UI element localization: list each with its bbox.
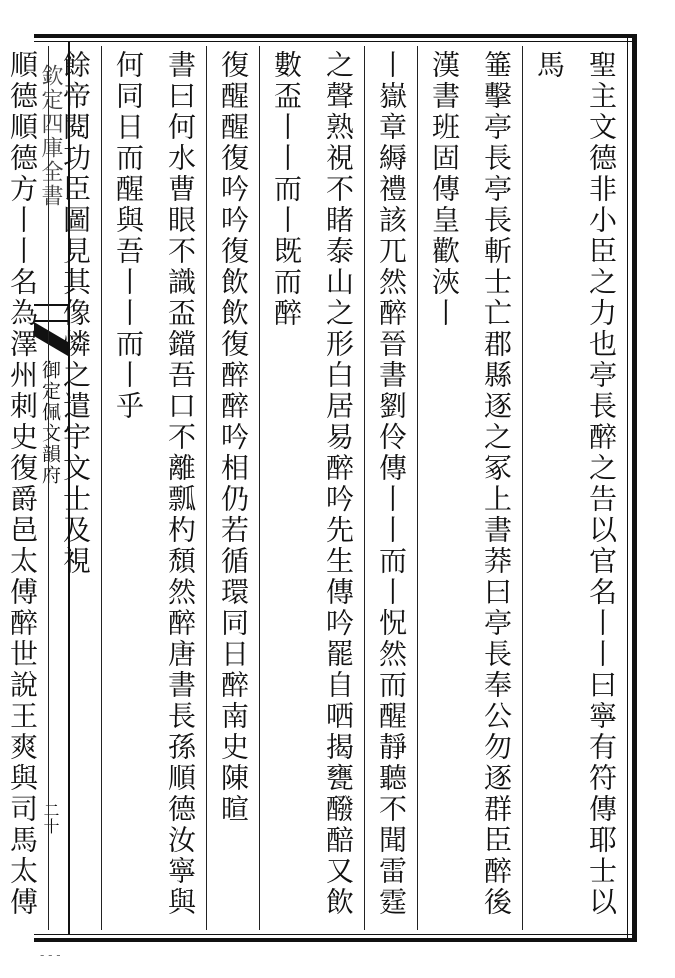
text-column: 順德順德方丨丨名為澤州刺史復爵邑太傅醉世說王爽與司馬太傅 [0, 46, 48, 930]
frame-border-top-inner [34, 41, 637, 42]
text-column: 聖主文德非小臣之力也亭長醉之告以官名丨丨曰寧有符傳耶士以馬 [522, 46, 627, 930]
text-column: 之聲熟視不睹泰山之形白居易醉吟先生傳吟罷自哂揭甕醱醅又飲數盃丨丨而丨既而醉 [259, 46, 364, 930]
margin-collection-title: 欽定四庫全書 [38, 64, 63, 208]
frame-border-bottom [34, 938, 637, 942]
text-column: 復醒醒復吟吟復飲飲復醉醉吟相仍若循環同日醉南史陳暄 [206, 46, 259, 930]
text-column: 丨嶽章縟禮該兀然醉晉書劉伶傳丨丨而丨怳然而醒靜聽不聞雷霆 [364, 46, 417, 930]
scan-bottom-mark: - - - [40, 948, 61, 962]
margin-page-number: 二十 [41, 802, 60, 834]
frame-border-top [34, 34, 637, 38]
text-column: 箠擊亭長亭長斬士亡郡縣逐之冢上書莽曰亭長奉公勿逐群臣醉後漢書班固傳皇歡浹丨 [417, 46, 522, 930]
frame-border-right-inner [627, 34, 628, 942]
margin-book-title: 御定佩文韻府 [39, 360, 61, 486]
page-frame [6, 34, 637, 942]
text-column: 餘帝閱功臣圖見其像憐之遣宇文士及視 [48, 46, 101, 930]
frame-border-bottom-inner [34, 934, 637, 935]
text-column: 書曰何水曹眼不識盃鐺吾口不離瓢杓頹然醉唐書長孫順德汝寧與何同日而醒與吾丨丨而丨乎 [101, 46, 206, 930]
frame-border-right [632, 34, 637, 942]
